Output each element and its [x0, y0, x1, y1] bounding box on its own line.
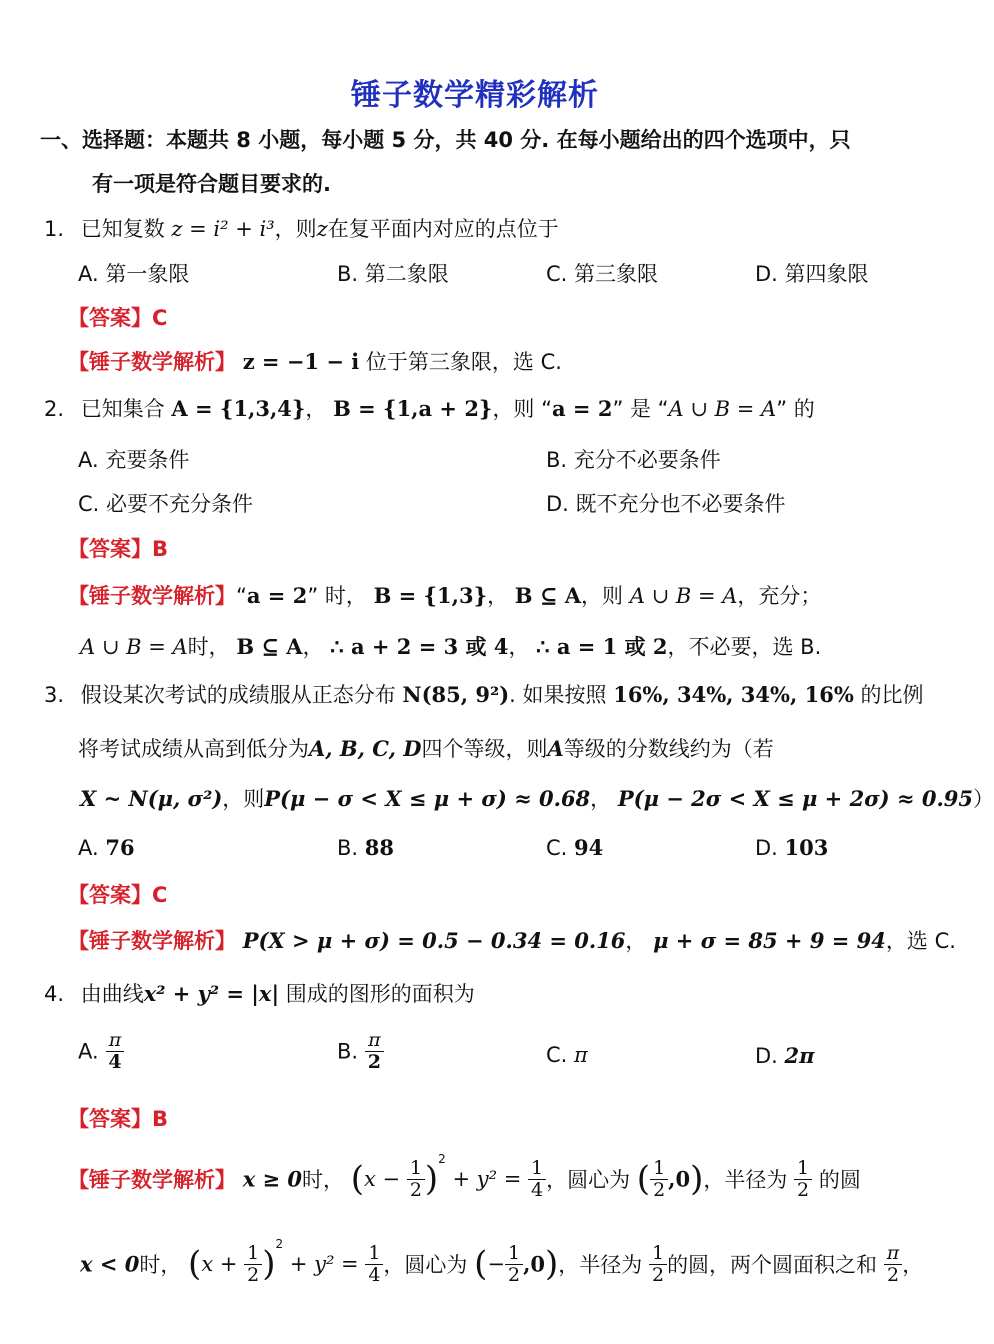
math-expression: X ~ N(μ, σ²)	[80, 786, 223, 811]
math-expression: B = {1,3}	[373, 583, 488, 608]
analysis-label: 【锤子数学解析】	[68, 584, 236, 608]
stem-text: ，则 “	[492, 397, 552, 421]
answer-label: 【答案】	[68, 1107, 152, 1131]
q3-answer	[68, 879, 167, 909]
fraction: $\frac{1}{2}$	[244, 1243, 262, 1286]
q3-option-a[interactable]: A. 76	[78, 835, 135, 860]
q1-analysis	[68, 346, 562, 376]
q1-answer	[68, 302, 167, 332]
math-expression: P(μ − σ < X ≤ μ + σ) ≈ 0.68	[264, 786, 591, 811]
fraction: $\frac{1}{2}$	[794, 1158, 812, 1201]
answer-value: B	[152, 1107, 169, 1131]
stem-text: 在复平面内对应的点位于	[327, 217, 559, 241]
q3-option-b[interactable]: B. 88	[337, 835, 395, 860]
math-variable: z	[316, 217, 328, 241]
question-3-line3: X ~ N(μ, σ²)，则P(μ − σ < X ≤ μ + σ) ≈ 0.68， P(μ − 2σ < X ≤ μ + 2σ) ≈ 0.95）	[80, 786, 994, 811]
q4-analysis-line2: x < 0时， (x + $\frac{1}{2}$ )$^2$ + y² = $\frac{1}{4}$ ，圆心为 (− $\frac{1}{2}$ ,0)，半径为 $\frac{1}{2}$ 的圆，两个圆面积之和 $\frac{\pi}{2}$ ，	[80, 1237, 924, 1286]
math-expression: ∴ a + 2 = 3 或 4	[330, 634, 509, 659]
q4-analysis-line1: 【锤子数学解析】 x ≥ 0时， (x − $\frac{1}{2}$ )$^2$ + y² = $\frac{1}{4}$ ，圆心为 ( $\frac{1}{2}$ ,0)，半径为 $\frac{1}{2}$ 的圆	[68, 1152, 861, 1201]
analysis-label: 【锤子数学解析】	[68, 350, 236, 374]
question-number: 1.	[44, 217, 65, 241]
q1-option-d[interactable]: D. 第四象限	[755, 262, 869, 286]
section-heading-line2: 有一项是符合题目要求的.	[92, 172, 331, 196]
fraction: $\frac{1}{2}$	[650, 1158, 668, 1201]
question-number: 4.	[44, 982, 65, 1006]
q4-answer	[68, 1103, 168, 1133]
section-heading-line1: 一、选择题：本题共 8 小题，每小题 5 分，共 40 分. 在每小题给出的四个选项中，只	[40, 128, 851, 152]
fraction: $\frac{\pi}{2}$	[884, 1243, 903, 1286]
q2-analysis-line2: A ∪ B = A时， B ⊆ A， ∴ a + 2 = 3 或 4， ∴ a = 1 或 2，不必要，选 B.	[80, 634, 822, 659]
math-expression: x < 0	[80, 1251, 140, 1277]
math-expression: A ∪ B = A	[629, 584, 738, 608]
math-expression: ∴ a = 1 或 2	[536, 634, 668, 659]
math-expression: A ∪ B = A	[80, 635, 188, 659]
math-expression: P(μ − 2σ < X ≤ μ + 2σ) ≈ 0.95	[617, 786, 973, 811]
answer-label: 【答案】	[68, 306, 152, 330]
stem-text: ” 是 “	[612, 397, 669, 421]
analysis-label: 【锤子数学解析】	[68, 1168, 236, 1192]
answer-value: C	[152, 306, 168, 330]
question-3-line2: 将考试成绩从高到低分为A, B, C, D四个等级，则A等级的分数线约为（若	[78, 736, 774, 761]
math-expression: A ∪ B = A	[668, 397, 777, 421]
math-expression: N(85, 9²)	[402, 682, 510, 707]
q3-analysis: 【锤子数学解析】 P(X > μ + σ) = 0.5 − 0.34 = 0.16， μ + σ = 85 + 9 = 94，选 C.	[68, 928, 956, 953]
q2-option-a[interactable]: A. 充要条件	[78, 448, 190, 472]
math-expression: P(X > μ + σ) = 0.5 − 0.34 = 0.16	[242, 928, 626, 953]
q2-analysis-line1: 【锤子数学解析】“a = 2” 时， B = {1,3}， B ⊆ A，则 A ∪ B = A，充分；	[68, 583, 822, 608]
answer-label: 【答案】	[68, 883, 152, 907]
math-expression: a = 2	[552, 396, 613, 421]
fraction: $\frac{1}{4}$	[365, 1243, 383, 1286]
math-expression: x² + y² = |x|	[143, 981, 280, 1006]
analysis-label: 【锤子数学解析】	[68, 929, 236, 953]
q4-option-d[interactable]: D. 2π	[755, 1043, 815, 1068]
answer-value: B	[152, 537, 169, 561]
q4-option-c[interactable]: C. π	[546, 1043, 588, 1067]
math-expression: x ≥ 0	[242, 1166, 303, 1192]
math-expression: a = 2	[246, 583, 308, 608]
q1-option-b[interactable]: B. 第二象限	[337, 262, 449, 286]
page-title: 锤子数学精彩解析	[351, 78, 599, 113]
stem-text: ，则	[274, 217, 317, 241]
fraction: $\frac{1}{2}$	[649, 1243, 667, 1286]
stem-text: 已知复数	[80, 217, 165, 241]
question-1-stem	[44, 213, 559, 243]
math-expression: z = −1 − i	[242, 349, 360, 374]
question-number: 3.	[44, 683, 65, 707]
math-expression: 16%, 34%, 34%, 16%	[613, 682, 854, 707]
math-expression: A, B, C, D	[309, 736, 422, 761]
q2-option-b[interactable]: B. 充分不必要条件	[546, 448, 721, 472]
q2-answer	[68, 533, 168, 563]
q3-option-d[interactable]: D. 103	[755, 835, 829, 860]
analysis-text: 位于第三象限，选 C.	[365, 350, 562, 374]
math-expression: z = i² + i³	[171, 217, 275, 241]
stem-text: ” 的	[776, 397, 815, 421]
fraction: $\frac{1}{2}$	[407, 1158, 425, 1201]
q2-option-d[interactable]: D. 既不充分也不必要条件	[546, 492, 786, 516]
math-expression: B = {1,a + 2}	[333, 396, 493, 421]
q4-option-b[interactable]: B. $\frac{\pi}{2}$	[337, 1030, 384, 1073]
answer-label: 【答案】	[68, 537, 152, 561]
answer-value: C	[152, 883, 168, 907]
fraction: $\frac{1}{4}$	[528, 1158, 546, 1201]
q4-option-a[interactable]: A. $\frac{\pi}{4}$	[78, 1030, 125, 1073]
stem-text: 已知集合	[80, 397, 165, 421]
math-expression: μ + σ = 85 + 9 = 94	[653, 928, 886, 953]
question-number: 2.	[44, 397, 65, 421]
q1-option-c[interactable]: C. 第三象限	[546, 262, 659, 286]
question-4-stem: 4. 由曲线x² + y² = |x| 围成的图形的面积为	[44, 981, 475, 1006]
q3-option-c[interactable]: C. 94	[546, 835, 604, 860]
q1-option-a[interactable]: A. 第一象限	[78, 262, 190, 286]
q2-option-c[interactable]: C. 必要不充分条件	[78, 492, 254, 516]
question-2-stem	[44, 393, 815, 423]
math-variable: A	[547, 736, 564, 761]
math-expression: A = {1,3,4}	[171, 396, 306, 421]
question-3-line1: 3. 假设某次考试的成绩服从正态分布 N(85, 9²). 如果按照 16%, 34%, 34%, 16% 的比例	[44, 682, 924, 707]
math-expression: B ⊆ A	[514, 583, 582, 608]
fraction: $\frac{\pi}{2}$	[365, 1030, 384, 1073]
fraction: $\frac{1}{2}$	[505, 1243, 523, 1286]
fraction: $\frac{\pi}{4}$	[105, 1030, 124, 1073]
stem-text: ，	[305, 397, 327, 421]
math-expression: B ⊆ A	[236, 634, 303, 659]
